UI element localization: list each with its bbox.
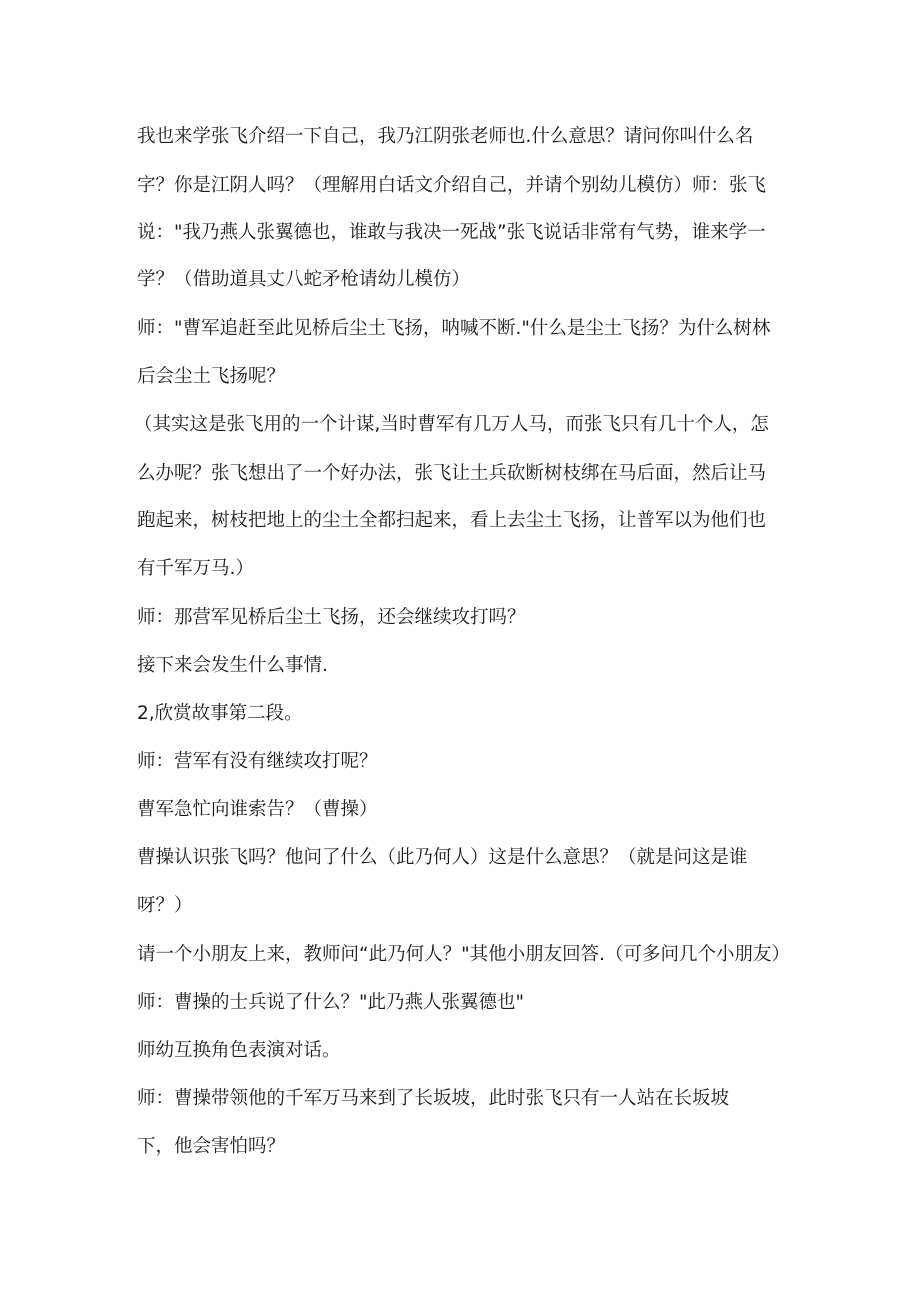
- text-line: 接下来会发生什么事情.: [137, 655, 328, 676]
- text-line: （其实这是张飞用的一个计谋,当时曹军有几万人马，而张飞只有几十个人，怎: [134, 414, 769, 435]
- text-line: 师：那营军见桥后尘土飞扬，还会继续攻打吗？: [137, 607, 526, 628]
- text-line: 字？你是江阴人吗？（理解用白话文介绍自己，并请个别幼儿模仿）师：张飞: [137, 175, 767, 196]
- text-line: 跑起来，树枝把地上的尘土全都扫起来，看上去尘土飞扬，让普军以为他们也: [137, 510, 767, 531]
- text-line: 学？（借助道具丈八蛇矛枪请幼儿模仿）: [137, 269, 471, 290]
- text-line: 有千军万马.）: [137, 558, 254, 579]
- text-line: 说："我乃燕人张翼德也，谁敢与我决一死战”张飞说话非常有气势，谁来学一: [137, 222, 766, 243]
- text-line: 呀？）: [137, 895, 193, 916]
- text-line: 师幼互换角色表演对话。: [137, 1040, 341, 1061]
- text-line: 师：曹操的士兵说了什么？"此乃燕人张翼德也": [137, 992, 525, 1013]
- text-line: 请一个小朋友上来，教师问“此乃何人？"其他小朋友回答.（可多问几个小朋友）: [137, 944, 790, 965]
- text-line: 师：曹操带领他的千军万马来到了长坂坡，此时张飞只有一人站在长坂坡: [137, 1088, 730, 1109]
- text-line: 我也来学张飞介绍一下自己，我乃江阴张老师也.什么意思？请问你叫什么名: [137, 126, 754, 147]
- text-line: 曹军急忙向谁索告？（曹操）: [137, 799, 378, 820]
- text-line: 2,欣赏故事第二段。: [137, 703, 303, 724]
- text-line: 下，他会害怕吗？: [137, 1136, 286, 1157]
- text-line: 后会尘土飞扬呢？: [137, 366, 286, 387]
- text-line: 师："曹军追赶至此见桥后尘土飞扬，呐喊不断."什么是尘土飞扬？为什么树林: [137, 318, 771, 339]
- text-line: 么办呢？张飞想出了一个好办法，张飞让土兵砍断树枝绑在马后面，然后让马: [137, 463, 767, 484]
- text-line: 曹操认识张飞吗？他问了什么（此乃何人）这是什么意思？（就是问这是谁: [137, 847, 748, 868]
- text-line: 师：营军有没有继续攻打呢？: [137, 751, 378, 772]
